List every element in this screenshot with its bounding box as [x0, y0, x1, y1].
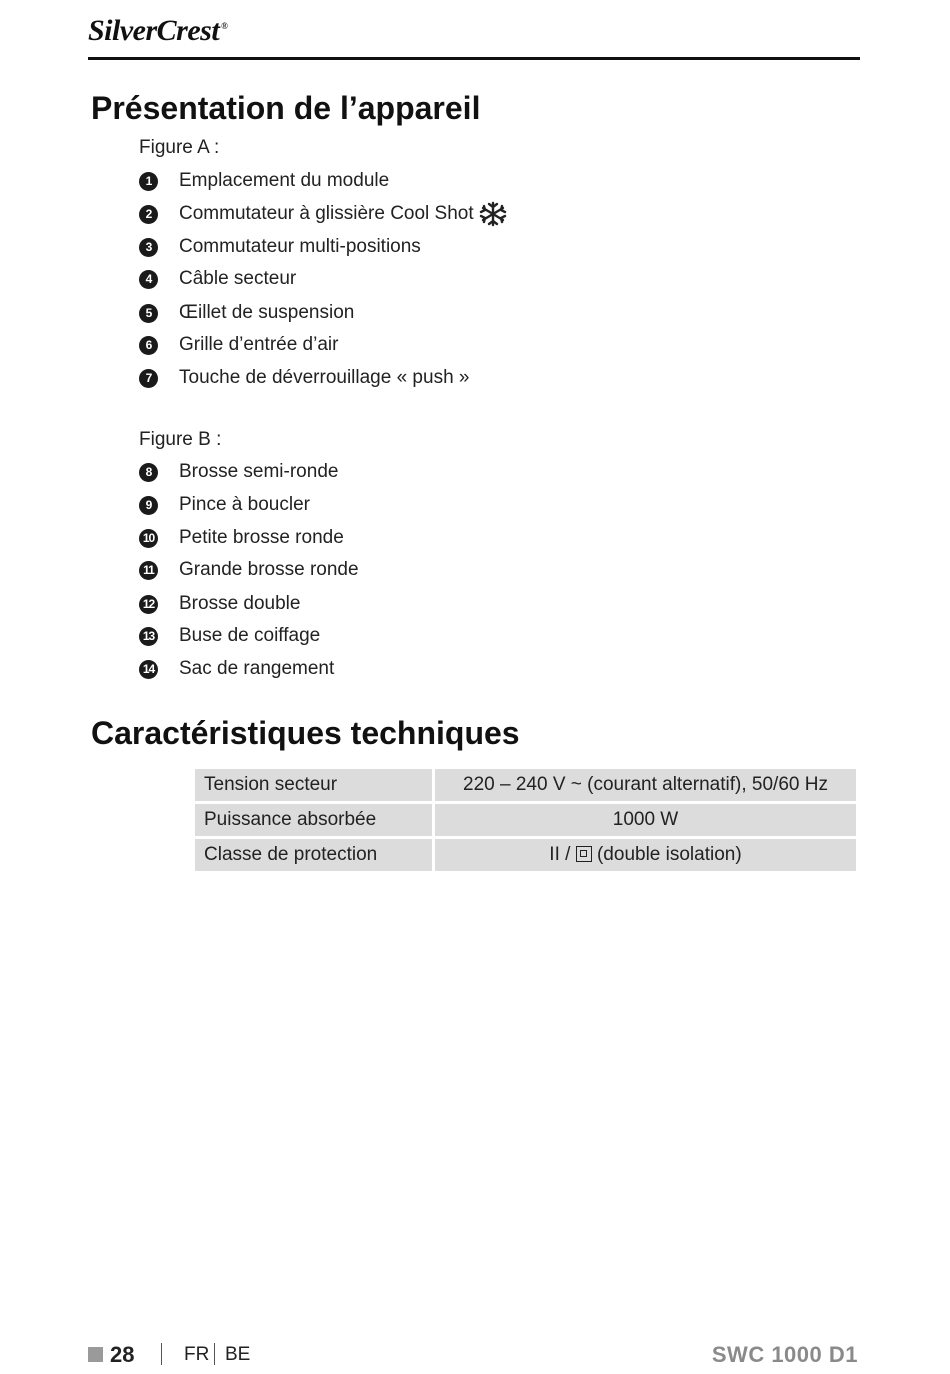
- item-number: 6: [139, 336, 158, 355]
- list-item: [139, 591, 301, 617]
- language-code: FR: [184, 1344, 210, 1365]
- footer-square-icon: [88, 1347, 103, 1362]
- item-number: 9: [139, 496, 158, 515]
- item-text: Câble secteur: [179, 268, 297, 289]
- item-text: Grille d’entrée d’air: [179, 334, 339, 355]
- footer-divider: [214, 1343, 215, 1365]
- item-text: Brosse semi-ronde: [179, 461, 339, 482]
- table-row: [195, 804, 856, 836]
- item-number: 2: [139, 205, 158, 224]
- list-item: [139, 525, 344, 551]
- list-item: [139, 459, 339, 485]
- snowflake-icon: [479, 201, 507, 227]
- spec-value-suffix: (double isolation): [596, 844, 742, 865]
- item-text: Buse de coiffage: [179, 625, 321, 646]
- figure-b-label: Figure B :: [139, 429, 222, 450]
- item-number: 5: [139, 304, 158, 323]
- item-number: 4: [139, 270, 158, 289]
- item-text: Œillet de suspension: [179, 302, 355, 323]
- item-number: 8: [139, 463, 158, 482]
- header-rule: [88, 57, 860, 60]
- spec-value: [435, 839, 856, 871]
- spec-label: Tension secteur: [195, 769, 435, 801]
- spec-value: 1000 W: [435, 804, 856, 836]
- list-item: [139, 201, 474, 227]
- spec-value: 220 – 240 V ~ (courant alternatif), 50/60 Hz: [435, 769, 856, 801]
- list-item: [139, 300, 355, 326]
- list-item: [139, 656, 335, 682]
- item-text: Grande brosse ronde: [179, 559, 359, 580]
- item-text: Commutateur à glissière Cool Shot: [179, 203, 474, 224]
- spec-label: Puissance absorbée: [195, 804, 435, 836]
- spec-value-prefix: II /: [549, 844, 571, 865]
- spec-label: Classe de protection: [195, 839, 435, 871]
- item-number: 12: [139, 595, 158, 614]
- item-number: 11: [139, 561, 158, 580]
- item-text: Brosse double: [179, 593, 301, 614]
- item-number: 10: [139, 529, 158, 548]
- list-item: [139, 623, 321, 649]
- item-text: Emplacement du module: [179, 170, 390, 191]
- item-text: Pince à boucler: [179, 494, 310, 515]
- registered-mark: ®: [221, 21, 228, 31]
- list-item: [139, 266, 297, 292]
- section-title-presentation: Présentation de l’appareil: [91, 90, 481, 126]
- specs-table: [195, 766, 856, 874]
- item-number: 13: [139, 627, 158, 646]
- list-item: [139, 234, 421, 260]
- list-item: [139, 492, 310, 518]
- figure-a-label: Figure A :: [139, 137, 220, 158]
- item-number: 7: [139, 369, 158, 388]
- item-text: Sac de rangement: [179, 658, 335, 679]
- footer-divider: [161, 1343, 162, 1365]
- double-insulation-icon: [576, 846, 592, 862]
- item-text: Commutateur multi-positions: [179, 236, 421, 257]
- list-item: [139, 365, 470, 391]
- item-text: Touche de déverrouillage « push »: [179, 367, 470, 388]
- item-text-with-icon: [179, 201, 507, 227]
- model-number: SWC 1000 D1: [711, 1342, 858, 1367]
- item-text: Petite brosse ronde: [179, 527, 344, 548]
- item-number: 3: [139, 238, 158, 257]
- page-number: 28: [110, 1342, 135, 1367]
- item-number: 14: [139, 660, 158, 679]
- brand-logo: [88, 4, 227, 53]
- brand-name: SilverCrest: [88, 14, 220, 47]
- section-title-specs: Caractéristiques techniques: [91, 715, 520, 751]
- page-footer: [88, 1340, 858, 1370]
- list-item: [139, 557, 359, 583]
- list-item: [139, 168, 390, 194]
- country-code: BE: [225, 1344, 251, 1365]
- item-number: 1: [139, 172, 158, 191]
- list-item: [139, 332, 339, 358]
- table-row: [195, 769, 856, 801]
- table-row: [195, 839, 856, 871]
